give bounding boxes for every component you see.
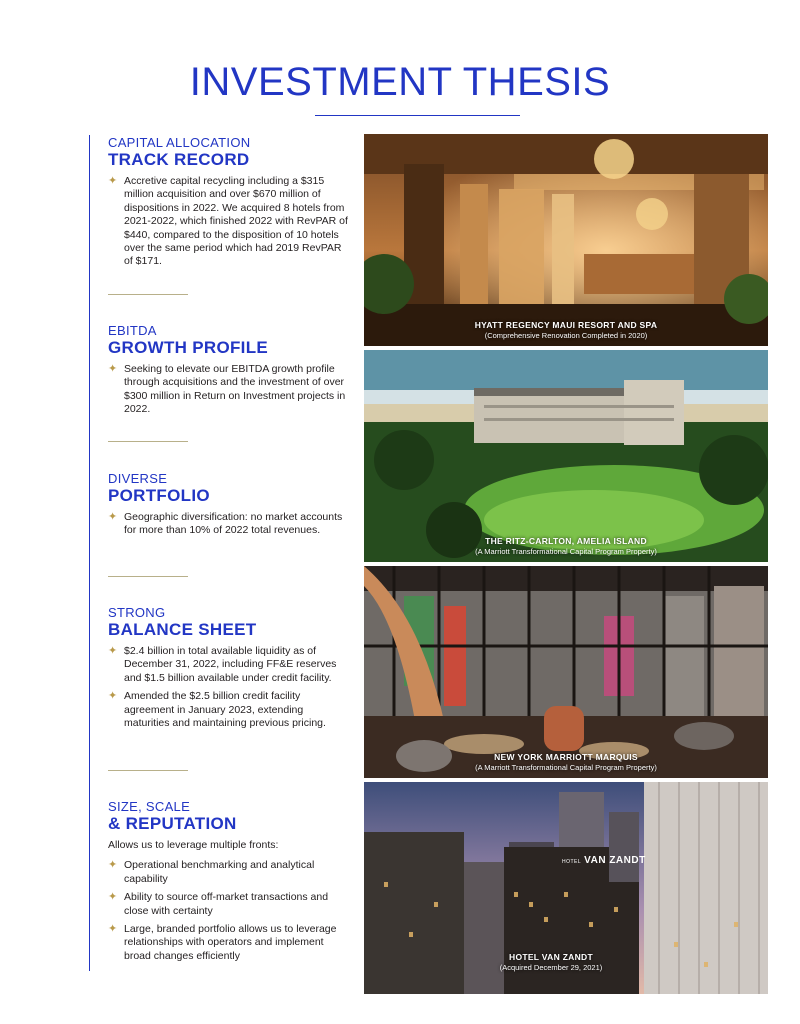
list-item: ✦ Large, branded portfolio allows us to leverage relationships with operators and implement broad changes efficiently xyxy=(108,923,337,962)
photo-caption: HOTEL VAN ZANDT (Acquired December 29, 2021) xyxy=(499,952,603,972)
bullet-list xyxy=(108,175,348,269)
section-growth-profile xyxy=(108,323,348,422)
bullet-list xyxy=(108,363,348,417)
star-bullet-icon: ✦ xyxy=(108,511,118,523)
bullet-list xyxy=(108,645,348,730)
section-heading: BALANCE SHEET xyxy=(108,620,257,639)
photo-hyatt-regency-maui xyxy=(364,134,768,346)
section-divider xyxy=(108,576,188,577)
section-kicker: CAPITAL ALLOCATION xyxy=(108,135,251,150)
list-item: ✦ Accretive capital recycling including a $315 million acquisition and over $670 million of dispositions in 2022. We acquired 8 hotels from 2021-2022, which finished 2022 with RevPAR of $440, compared to the disposition of 10 hotels over the same period which had 2019 RevPAR of $171. xyxy=(108,175,348,268)
resort-aerial-image xyxy=(364,350,768,562)
section-divider xyxy=(108,441,188,442)
list-item: ✦ Ability to source off-market transactions and close with certainty xyxy=(108,891,329,917)
section-kicker: DIVERSE xyxy=(108,471,168,486)
section-kicker: STRONG xyxy=(108,605,166,620)
star-bullet-icon: ✦ xyxy=(108,690,118,703)
star-bullet-icon: ✦ xyxy=(108,923,118,936)
hotel-sign: HOTEL VAN ZANDT xyxy=(562,855,646,866)
section-track-record xyxy=(108,135,348,274)
photo-ritz-carlton-amelia-island xyxy=(364,350,768,562)
section-divider xyxy=(108,770,188,771)
photo-new-york-marriott-marquis xyxy=(364,566,768,778)
section-kicker: SIZE, SCALE xyxy=(108,799,191,814)
photo-caption: HYATT REGENCY MAUI RESORT AND SPA (Comprehensive Renovation Completed in 2020) xyxy=(474,320,658,340)
section-divider xyxy=(108,294,188,295)
section-reputation xyxy=(108,799,348,968)
bullet-list xyxy=(108,511,348,538)
section-heading: TRACK RECORD xyxy=(108,150,250,169)
list-item: ✦ Amended the $2.5 billion credit facility agreement in January 2023, extending maturities and maintaining previous pricing. xyxy=(108,690,326,730)
section-kicker: EBITDA xyxy=(108,323,157,338)
list-item: ✦ $2.4 billion in total available liquidity as of December 31, 2022, including FF&E reserves and $1.5 billion available under credit facility. xyxy=(108,645,337,684)
photo-caption: THE RITZ-CARLTON, AMELIA ISLAND (A Marriott Transformational Capital Program Property) xyxy=(475,536,657,556)
list-item: ✦ Geographic diversification: no market accounts for more than 10% of 2022 total revenues. xyxy=(108,511,343,537)
title-underline xyxy=(315,115,520,116)
rooftop-restaurant-image xyxy=(364,566,768,778)
section-heading: GROWTH PROFILE xyxy=(108,338,269,357)
page-title: INVESTMENT THESIS xyxy=(189,60,611,104)
section-intro: Allows us to leverage multiple fronts: xyxy=(108,839,279,851)
star-bullet-icon: ✦ xyxy=(108,891,118,904)
left-vertical-rule xyxy=(89,135,90,971)
star-bullet-icon: ✦ xyxy=(108,859,118,872)
photo-hotel-van-zandt xyxy=(364,782,768,994)
bullet-list xyxy=(108,859,348,963)
section-balance-sheet xyxy=(108,605,348,735)
star-bullet-icon: ✦ xyxy=(108,175,118,187)
photo-caption: NEW YORK MARRIOTT MARQUIS (A Marriott Transformational Capital Program Property) xyxy=(475,752,657,772)
section-heading: PORTFOLIO xyxy=(108,486,210,505)
list-item: ✦ Seeking to elevate our EBITDA growth profile through acquisitions and the investment of over $300 million in Return on Investment projects in 2022. xyxy=(108,363,346,416)
list-item: ✦ Operational benchmarking and analytical capability xyxy=(108,859,315,885)
section-heading: & REPUTATION xyxy=(108,814,237,833)
section-portfolio xyxy=(108,471,348,543)
hotel-lobby-image xyxy=(364,134,768,346)
star-bullet-icon: ✦ xyxy=(108,363,118,375)
star-bullet-icon: ✦ xyxy=(108,645,118,657)
